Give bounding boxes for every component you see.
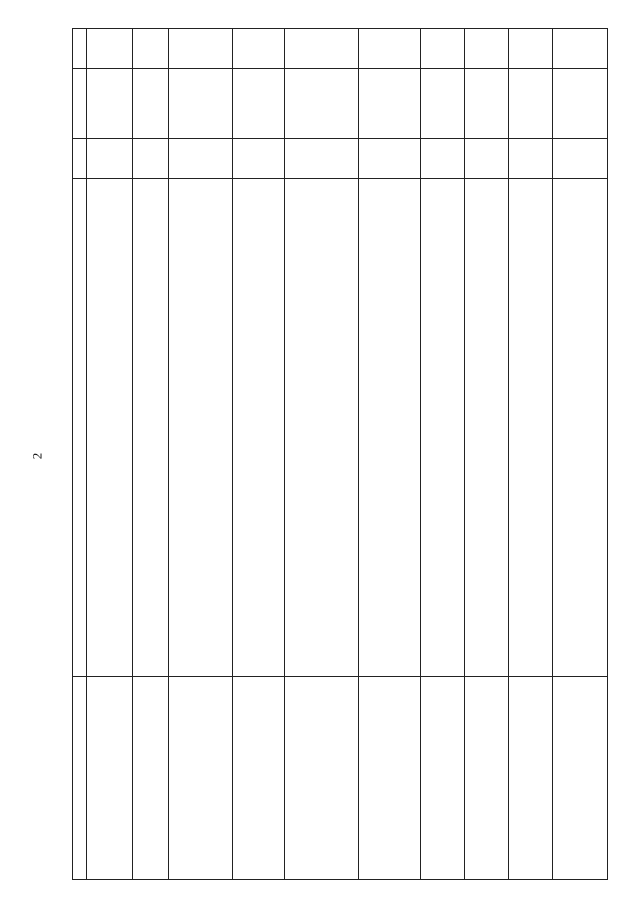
row-rule	[284, 28, 285, 880]
rotated-report-table	[72, 28, 608, 880]
column-rule	[72, 138, 608, 139]
column-rule	[72, 676, 608, 677]
row-rule	[358, 28, 359, 880]
row-rule	[552, 28, 553, 880]
row-rule	[132, 28, 133, 880]
page-number: 2	[29, 452, 45, 460]
row-rule	[86, 28, 87, 880]
table-border-bottom	[72, 879, 608, 880]
row-rule	[232, 28, 233, 880]
row-rule	[508, 28, 509, 880]
column-rule	[72, 178, 608, 179]
row-rule	[420, 28, 421, 880]
row-rule	[464, 28, 465, 880]
row-rule	[168, 28, 169, 880]
column-rule	[72, 68, 608, 69]
table-border-top	[72, 28, 608, 29]
table-border-left	[72, 28, 73, 880]
table-border-right	[607, 28, 608, 880]
